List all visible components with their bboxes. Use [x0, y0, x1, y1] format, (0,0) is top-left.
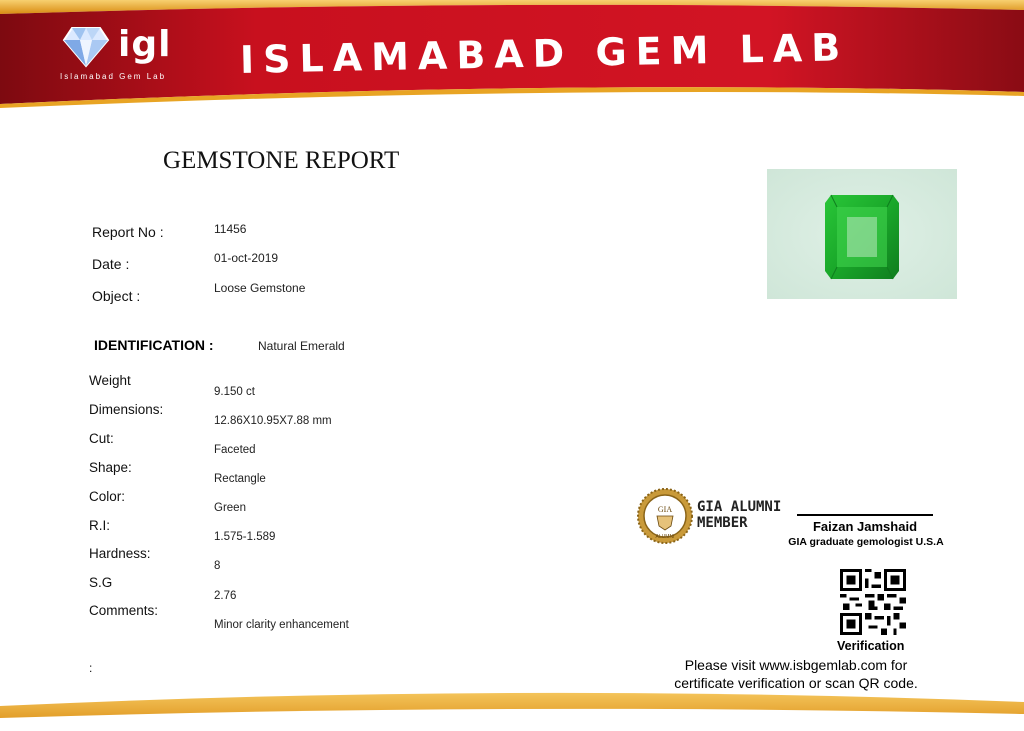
- property-label-hardness: Hardness:: [89, 546, 151, 561]
- date-value: 01-oct-2019: [214, 251, 279, 265]
- emerald-photo: [767, 169, 957, 299]
- date-label: Date :: [92, 256, 130, 272]
- property-label-color: Color:: [89, 489, 126, 504]
- signer-title: GIA graduate gemologist U.S.A: [788, 536, 944, 548]
- property-label-ri: R.I:: [89, 518, 111, 533]
- property-value-cut: Faceted: [214, 444, 256, 456]
- report-no-label: Report No :: [92, 224, 164, 240]
- property-value-shape: Rectangle: [214, 473, 266, 485]
- property-value-color: Green: [214, 502, 246, 514]
- gia-seal-text: GIA: [657, 505, 673, 514]
- property-label-shape: Shape:: [89, 460, 132, 475]
- gia-seal-icon: [637, 488, 693, 544]
- logo-text: igl: [118, 24, 172, 65]
- property-label-comments: Comments:: [89, 603, 159, 618]
- object-label: Object :: [92, 288, 141, 304]
- signature-line: [797, 514, 933, 516]
- property-label-cut: Cut:: [89, 431, 114, 446]
- property-value-sg: 2.76: [214, 590, 237, 602]
- diamond-icon: [62, 24, 110, 68]
- verification-label: Verification: [837, 639, 905, 653]
- property-value-dimensions: 12.86X10.95X7.88 mm: [214, 415, 332, 427]
- gia-seal-subtext: ALUMNI: [655, 534, 675, 540]
- property-value-ri: 1.575-1.589: [214, 531, 276, 543]
- gia-member-label: MEMBER: [697, 515, 748, 531]
- property-value-comments: Minor clarity enhancement: [214, 619, 349, 631]
- report-title: GEMSTONE REPORT: [163, 147, 400, 174]
- property-value-weight: 9.150 ct: [214, 386, 255, 398]
- object-value: Loose Gemstone: [214, 281, 306, 295]
- property-label-weight: Weight: [89, 373, 131, 388]
- logo-tagline: Islamabad Gem Lab: [60, 72, 167, 81]
- signer-name: Faizan Jamshaid: [812, 519, 918, 534]
- verification-instructions-line1: Please visit www.isbgemlab.com for: [684, 657, 908, 673]
- identification-value: Natural Emerald: [258, 339, 345, 353]
- stray-colon: :: [89, 661, 93, 675]
- gia-alumni-label: GIA ALUMNI: [697, 499, 782, 515]
- property-label-sg: S.G: [89, 575, 113, 590]
- qr-code-icon[interactable]: [840, 569, 906, 635]
- footer-banner: [0, 688, 1024, 731]
- banner-title: ISLAMABAD GEM LAB: [239, 25, 850, 82]
- report-no-value: 11456: [214, 222, 247, 236]
- header-banner: [0, 0, 1024, 120]
- property-value-hardness: 8: [214, 560, 221, 572]
- property-label-dimensions: Dimensions:: [89, 402, 164, 417]
- verification-instructions-line2: certificate verification or scan QR code.: [674, 675, 918, 691]
- identification-label: IDENTIFICATION :: [94, 337, 214, 353]
